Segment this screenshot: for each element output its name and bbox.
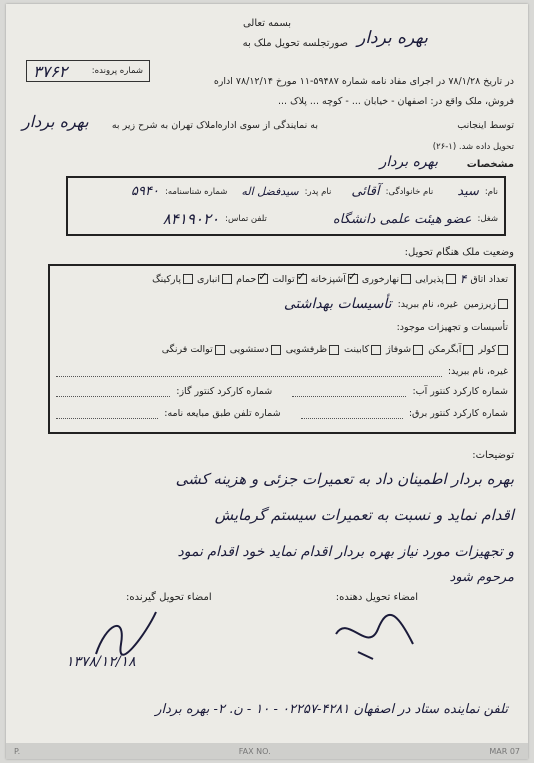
father-label: نام پدر: [304, 186, 332, 197]
notes-line-3: و تجهیزات مورد نیاز بهره بردار اقدام نماید خود اقدام نمود [177, 544, 514, 560]
check-radiator[interactable] [413, 345, 423, 355]
notes-line-4: مرحوم شود [449, 570, 514, 585]
check-sink-label: دستشویی [229, 344, 269, 355]
other2-line [56, 367, 442, 377]
check-sink[interactable] [271, 345, 281, 355]
invocation: بسمه تعالی [242, 18, 292, 29]
notes-line-1: بهره بردار اطمینان داد به تعمیرات جزئی و هزینه کشی [175, 470, 514, 488]
phone-contract-line [56, 409, 158, 419]
check-dish-label: ظرفشویی [285, 344, 328, 355]
water-meter-line [292, 387, 406, 397]
check-storage[interactable] [222, 274, 232, 284]
file-number-box [26, 60, 150, 82]
job-label: شغل: [477, 214, 498, 224]
intro-line-1: در تاریخ ۷۸/۱/۲۸ در اجرای مفاد نامه شماره ۵۹۴۸۷-۱۱ مورخ ۷۸/۱۲/۱۴ اداره [213, 76, 514, 87]
intro-line-3a: توسط اینجانب [457, 120, 514, 131]
check-reception-label: پذیرایی [415, 273, 444, 285]
fax-center: FAX NO. [238, 746, 271, 756]
gas-meter-label: شماره کارکرد کنتور گاز: [176, 386, 273, 397]
form-title-recipient: بهره بردار [357, 28, 428, 48]
check-wc[interactable] [215, 345, 225, 355]
check-dining-label: نهارخوری [361, 273, 400, 285]
deliverer-signature [328, 604, 418, 664]
check-heater-label: آبگرمکن [428, 344, 462, 355]
check-cooler[interactable] [498, 345, 508, 355]
equipment-title: تأسیسات و تجهیزات موجود: [396, 322, 508, 333]
check-toilet-label: توالت [272, 273, 295, 285]
check-parking[interactable] [183, 274, 193, 284]
name-label: نام: [484, 186, 498, 197]
check-cabinet-label: کابینت [344, 344, 370, 355]
footer-note: تلفن نماینده ستاد در اصفهان ۴۲۸۱-۰۲۲۵۷ - ۱۰ - ن. ۲- بهره بردار [155, 702, 508, 717]
condition-section-title: وضعیت ملک هنگام تحویل: [404, 247, 514, 258]
notes-line-2: اقدام نماید و نسبت به تعمیرات سیستم گرمایش [214, 506, 514, 524]
intro-line-3c: املاک تهران به شرح زیر به [111, 120, 218, 131]
basement-label: زیرزمین [463, 298, 496, 310]
power-meter-line [301, 409, 403, 419]
check-dining[interactable] [401, 274, 411, 284]
rooms-value: ۴ [459, 272, 467, 286]
form-title: صورتجلسه تحویل ملک به [242, 38, 348, 49]
power-meter-label: شماره کارکرد کنتور برق: [408, 408, 508, 419]
person-details-box [66, 176, 506, 236]
phone-value: ۸۴۱۹۰۲۰ [162, 210, 220, 228]
other-label: غیره، نام ببرید: [397, 298, 458, 310]
name-value: سید [457, 184, 479, 199]
id-label: شماره شناسنامه: [164, 186, 228, 197]
check-cabinet[interactable] [371, 345, 381, 355]
check-bath[interactable] [258, 274, 268, 284]
family-label: نام خانوادگی: [385, 186, 434, 197]
notes-title: توضیحات: [472, 450, 514, 461]
father-value: سیدفضل اله [241, 185, 299, 198]
family-value: آقائی [351, 184, 380, 199]
water-meter-label: شماره کارکرد کنتور آب: [412, 386, 508, 397]
check-heater[interactable] [463, 345, 473, 355]
rooms-label: تعداد اتاق [470, 273, 508, 285]
fax-right: MAR 07 [489, 746, 520, 756]
person-section-title: مشخصات [466, 159, 514, 170]
id-value: ۵۹۴۰ [131, 184, 159, 199]
intro-recipient: بهره بردار [22, 112, 89, 131]
check-radiator-label: شوفاژ [386, 344, 412, 355]
other-value: تأسیسات بهداشتی [283, 296, 392, 312]
check-storage-label: انباری [196, 273, 221, 285]
file-number-value: ۳۷۶۲ [33, 61, 68, 81]
other2-label: غیره، نام ببرید: [447, 366, 508, 377]
file-number-label: شماره پرونده: [91, 66, 143, 76]
fax-left: P. [14, 746, 21, 756]
rooms-row [56, 272, 508, 286]
sign-date: ۱۳۷۸/۱۲/۱۸ [66, 654, 136, 670]
check-kitchen-label: آشپزخانه [310, 273, 346, 285]
check-wc-label: توالت فرنگی [161, 344, 213, 355]
check-kitchen[interactable] [348, 274, 358, 284]
check-bath-label: حمام [236, 273, 257, 285]
person-section-title-hand: بهره بردار [379, 154, 438, 170]
check-toilet[interactable] [297, 274, 307, 284]
equipment-row [56, 344, 508, 355]
intro-line-4: تحویل داده شد. (۱-۲۶) [432, 142, 514, 152]
document-page [6, 4, 528, 759]
intro-line-3b: به نمایندگی از سوی اداره [217, 120, 318, 131]
check-basement[interactable] [498, 299, 508, 309]
gas-meter-line [56, 387, 170, 397]
check-reception[interactable] [446, 274, 456, 284]
check-cooler-label: کولر [478, 344, 496, 355]
phone-label: تلفن تماس: [225, 214, 267, 224]
intro-line-2: فروش، ملک واقع در: اصفهان - خیابان ... - کوچه ... پلاک ... [277, 96, 514, 107]
phone-contract-label: شماره تلفن طبق مبایعه نامه: [164, 408, 281, 419]
fax-strip [6, 743, 528, 759]
check-dish[interactable] [329, 345, 339, 355]
receiver-sign-label: امضاء تحویل گیرنده: [126, 592, 212, 603]
condition-box [48, 264, 516, 434]
job-value: عضو هیئت علمی دانشگاه [332, 211, 472, 227]
deliverer-sign-label: امضاء تحویل دهنده: [335, 592, 418, 603]
check-parking-label: پارکینگ [152, 273, 181, 285]
